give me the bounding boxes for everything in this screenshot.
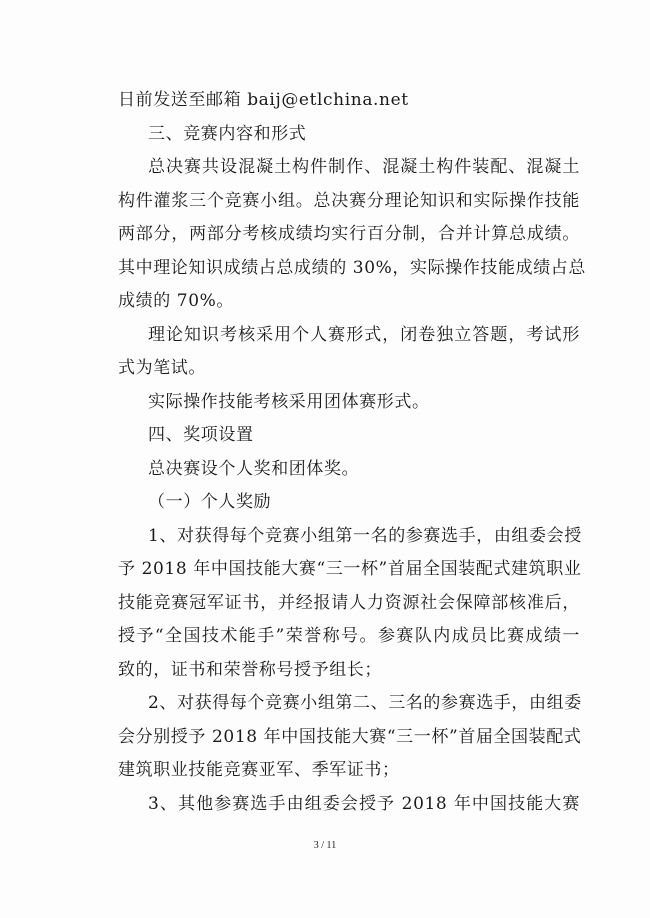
text-line: 成绩的 70%。 — [118, 291, 234, 311]
text-line: 式为笔试。 — [118, 358, 206, 378]
text-line: 构件灌浆三个竞赛小组。总决赛分理论知识和实际操作技能 — [118, 190, 580, 211]
text-line: 2、对获得每个竞赛小组第二、三名的参赛选手，由组委 — [148, 693, 582, 713]
text-line: 其中理论知识成绩占总成绩的 30%，实际操作技能成绩占总 — [118, 257, 586, 278]
text-line: 建筑职业技能竞赛亚军、季军证书； — [118, 760, 400, 780]
text-line: 总决赛设个人奖和团体奖。 — [148, 458, 360, 479]
text-line: 3、其他参赛选手由组委会授予 2018 年中国技能大赛 — [148, 793, 580, 814]
text-line: 三、竞赛内容和形式 — [148, 123, 307, 144]
document-body — [118, 84, 586, 821]
text-line: 理论知识考核采用个人赛形式，闭卷独立答题，考试形 — [148, 324, 580, 345]
text-line: 1、对获得每个竞赛小组第一名的参赛选手，由组委会授 — [148, 525, 582, 546]
text-line: 日前发送至邮箱 baij@etlchina.net — [118, 90, 409, 110]
text-line: 实际操作技能考核采用团体赛形式。 — [148, 391, 430, 412]
text-line: 技能竞赛冠军证书，并经报请人力资源社会保障部核准后， — [118, 592, 580, 613]
text-line: 会分别授予 2018 年中国技能大赛“三一杯”首届全国装配式 — [118, 726, 582, 747]
text-line: 致的，证书和荣誉称号授予组长； — [118, 659, 382, 680]
text-line: 授予“全国技术能手”荣誉称号。参赛队内成员比赛成绩一 — [118, 626, 580, 646]
text-line: （一）个人奖励 — [148, 492, 272, 512]
text-line: 四、奖项设置 — [148, 425, 254, 445]
text-line: 予 2018 年中国技能大赛“三一杯”首届全国装配式建筑职业 — [118, 559, 582, 579]
text-line: 两部分，两部分考核成绩均实行百分制，合并计算总成绩。 — [118, 224, 580, 244]
text-line: 总决赛共设混凝土构件制作、混凝土构件装配、混凝土 — [148, 157, 580, 177]
page-number: 3 / 11 — [313, 840, 337, 851]
